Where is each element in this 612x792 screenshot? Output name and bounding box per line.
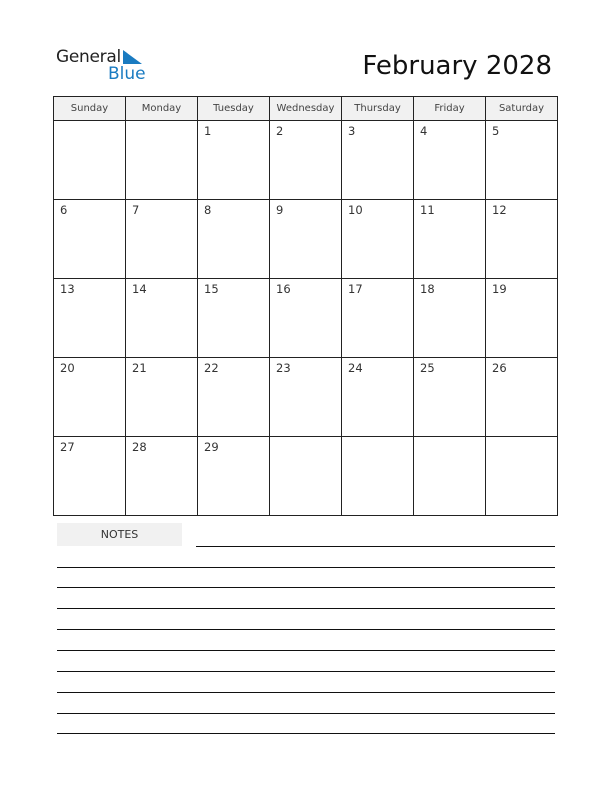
notes-line bbox=[57, 650, 555, 651]
page-title: February 2028 bbox=[362, 51, 552, 81]
notes-line bbox=[57, 692, 555, 693]
weekday-header: Monday bbox=[126, 97, 198, 121]
notes-label: NOTES bbox=[57, 523, 182, 546]
day-cell: 1 bbox=[198, 121, 270, 200]
notes-line bbox=[196, 546, 555, 547]
day-cell: 5 bbox=[486, 121, 558, 200]
day-cell: 12 bbox=[486, 200, 558, 279]
logo-text-general: General bbox=[56, 47, 121, 67]
day-cell: 8 bbox=[198, 200, 270, 279]
weekday-header: Sunday bbox=[54, 97, 126, 121]
day-cell: 18 bbox=[414, 279, 486, 358]
day-cell: 20 bbox=[54, 358, 126, 437]
day-cell: 10 bbox=[342, 200, 414, 279]
notes-line bbox=[57, 713, 555, 714]
day-cell: 29 bbox=[198, 437, 270, 516]
day-cell: 4 bbox=[414, 121, 486, 200]
day-cell: 24 bbox=[342, 358, 414, 437]
week-row bbox=[54, 358, 558, 437]
day-cell: 7 bbox=[126, 200, 198, 279]
weekday-header: Saturday bbox=[486, 97, 558, 121]
day-cell: 3 bbox=[342, 121, 414, 200]
day-cell: 28 bbox=[126, 437, 198, 516]
day-cell: 16 bbox=[270, 279, 342, 358]
day-cell: 11 bbox=[414, 200, 486, 279]
calendar-grid bbox=[53, 96, 558, 516]
weekday-header: Thursday bbox=[342, 97, 414, 121]
week-row bbox=[54, 279, 558, 358]
day-cell: 17 bbox=[342, 279, 414, 358]
notes-line bbox=[57, 629, 555, 630]
day-cell: 6 bbox=[54, 200, 126, 279]
notes-line bbox=[57, 733, 555, 734]
week-row bbox=[54, 121, 558, 200]
day-cell: 25 bbox=[414, 358, 486, 437]
day-cell bbox=[126, 121, 198, 200]
week-row bbox=[54, 200, 558, 279]
notes-line bbox=[57, 567, 555, 568]
day-cell: 26 bbox=[486, 358, 558, 437]
day-cell: 13 bbox=[54, 279, 126, 358]
notes-line bbox=[57, 671, 555, 672]
day-cell: 2 bbox=[270, 121, 342, 200]
logo-triangle-icon bbox=[123, 50, 142, 64]
day-cell: 22 bbox=[198, 358, 270, 437]
weekday-header: Wednesday bbox=[270, 97, 342, 121]
day-cell: 15 bbox=[198, 279, 270, 358]
day-cell bbox=[342, 437, 414, 516]
weekday-header-row bbox=[54, 97, 558, 121]
day-cell: 14 bbox=[126, 279, 198, 358]
brand-logo bbox=[56, 47, 156, 85]
day-cell bbox=[270, 437, 342, 516]
notes-line bbox=[57, 608, 555, 609]
weekday-header: Friday bbox=[414, 97, 486, 121]
day-cell bbox=[414, 437, 486, 516]
day-cell: 19 bbox=[486, 279, 558, 358]
day-cell: 27 bbox=[54, 437, 126, 516]
day-cell: 21 bbox=[126, 358, 198, 437]
weekday-header: Tuesday bbox=[198, 97, 270, 121]
day-cell: 23 bbox=[270, 358, 342, 437]
week-row bbox=[54, 437, 558, 516]
day-cell: 9 bbox=[270, 200, 342, 279]
notes-line bbox=[57, 587, 555, 588]
logo-text-blue: Blue bbox=[108, 64, 146, 84]
day-cell bbox=[54, 121, 126, 200]
day-cell bbox=[486, 437, 558, 516]
